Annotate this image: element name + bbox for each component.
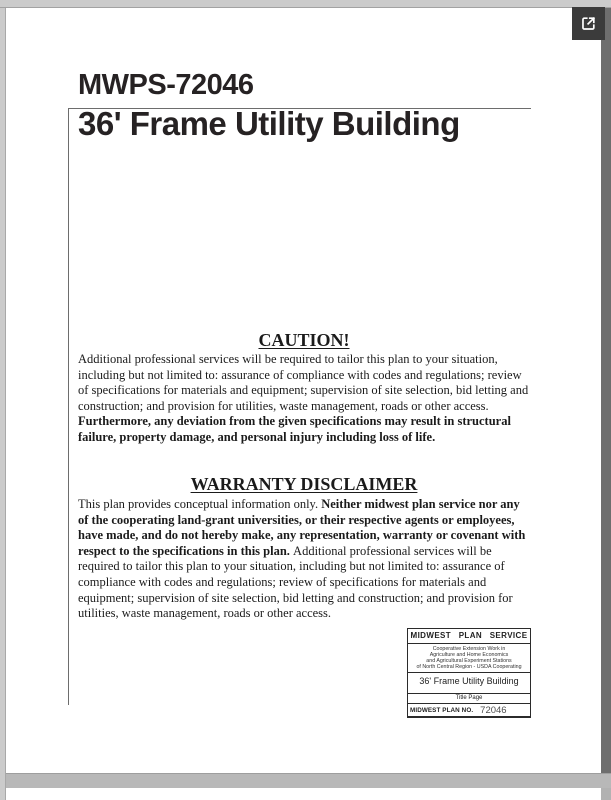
caution-heading: CAUTION! [258,330,350,350]
plan-number-label: MIDWEST PLAN NO. [410,706,474,714]
coop-line: of North Central Region - USDA Cooperating [416,663,522,670]
page-separator [0,773,611,788]
open-in-new-tab-button[interactable] [572,7,605,40]
next-page-top-edge [6,788,601,800]
title-block-plan-number-row [408,704,530,716]
title-block-building-name: 36' Frame Utility Building [408,673,530,694]
plan-number-value: 72046 [480,704,507,716]
coop-line: Agriculture and Home Economics [429,651,509,658]
title-block-org: MIDWEST PLAN SERVICE [408,629,530,644]
coop-line: Cooperative Extension Work in [432,645,506,652]
doc-title: 36' Frame Utility Building [78,105,460,142]
viewer-left-strip [0,0,6,800]
warranty-text-bold: Neither midwest plan service nor any of the cooperating land-grant universities, or their respective agents or employees, have made, and do not hereby make, any representation, warranty or covenant with respect to the specifications in this plan. [78,497,526,558]
open-in-new-icon [580,15,597,32]
warranty-text-lead: This plan provides conceptual information only. [78,497,322,511]
document-page [6,8,601,773]
coop-line: and Agricultural Experiment Stations [426,657,512,664]
warranty-text-rest: Additional professional services will be required to tailor this plan to your situation, including but not limited to: assurance of compliance with codes and regulations; review of specifications for materials and equipment; supervision of site selection, bid letting and construction; and provision for utilities, waste management, roads or other access. [78,543,513,621]
title-block [407,628,531,718]
scrollbar-bottom [601,788,611,800]
viewer-top-strip [0,0,611,8]
caution-text-bold: Furthermore, any deviation from the given specifications may result in structural failure, property damage, and personal injury including loss of life. [78,414,511,444]
caution-text-normal: Additional professional services will be required to tailor this plan to your situation, including but not limited to: assurance of compliance with codes and regulations; review of specifications for materials and equipment; supervision of site selection, bid letting and construction; and provision for utilities, waste management, roads or other access. [78,352,529,413]
caution-paragraph [78,352,530,446]
scrollbar[interactable] [601,0,611,800]
page-frame-left-rule [68,108,69,705]
title-block-sheet-name: Title Page [408,694,530,705]
warranty-heading: WARRANTY DISCLAIMER [190,474,418,494]
title-block-cooperative-text [408,644,530,673]
warranty-paragraph [78,497,530,622]
doc-number: MWPS-72046 [78,69,254,101]
